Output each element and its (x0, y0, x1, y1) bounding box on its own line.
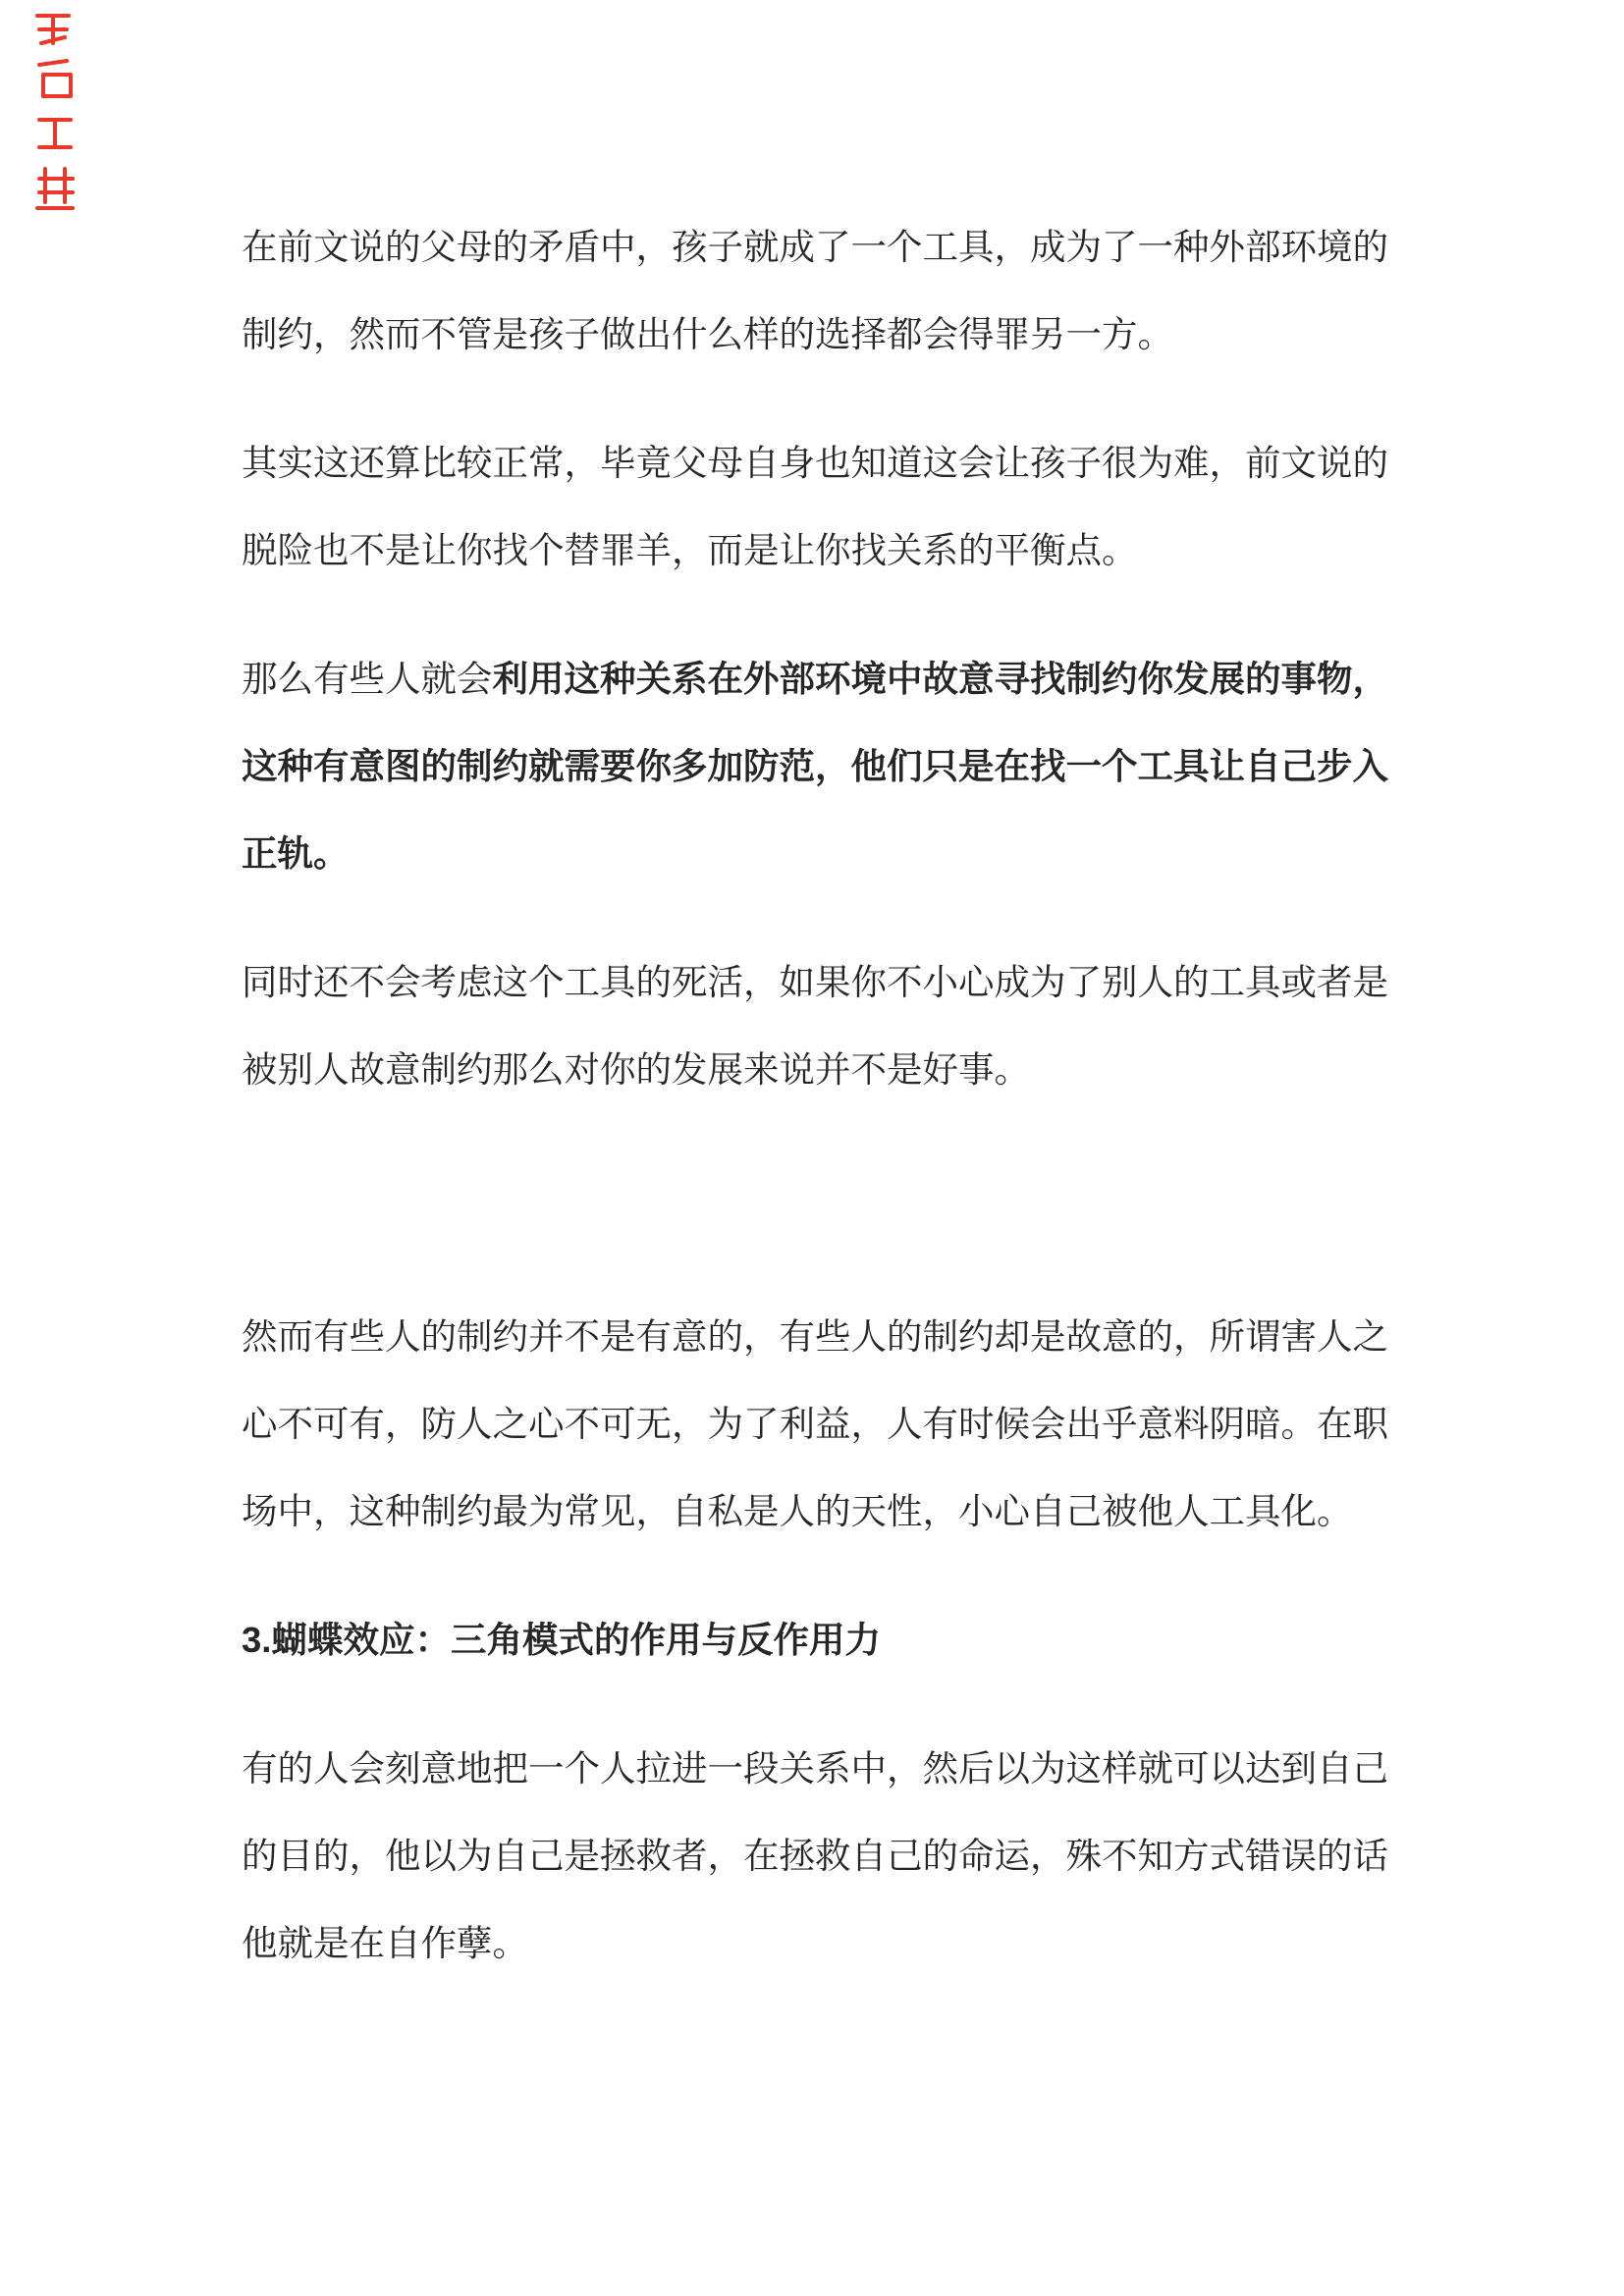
paragraph (242, 419, 1396, 594)
paragraph-line: 正轨。 (242, 833, 350, 874)
paragraph-line: 同时还不会考虑这个工具的死活，如果你不小心成为了别人的工具或者是 (242, 962, 1388, 1002)
paragraph-text-bold: 利用这种关系在外部环境中故意寻找制约你发展的事物， (492, 659, 1388, 699)
paragraph (242, 1725, 1396, 1987)
paragraph-emphasis (242, 635, 1396, 897)
paragraph-line: 脱险也不是让你找个替罪羊，而是让你找关系的平衡点。 (242, 530, 1138, 570)
paragraph (242, 1293, 1396, 1555)
document-body (242, 203, 1396, 2028)
paragraph-line: 然而有些人的制约并不是有意的，有些人的制约却是故意的，所谓害人之 (242, 1316, 1388, 1357)
paragraph-line: 场中，这种制约最为常见，自私是人的天性，小心自己被他人工具化。 (242, 1491, 1353, 1531)
paragraph-line: 他就是在自作孽。 (242, 1923, 528, 1963)
paragraph (242, 938, 1396, 1113)
paragraph-line: 被别人故意制约那么对你的发展来说并不是好事。 (242, 1049, 1030, 1090)
section-heading: 3.蝴蝶效应：三角模式的作用与反作用力 (242, 1620, 881, 1660)
paragraph-line (242, 635, 1396, 722)
paragraph-text-normal: 那么有些人就会 (242, 659, 493, 699)
paragraph (242, 203, 1396, 378)
paragraph-line: 其实这还算比较正常，毕竟父母自身也知道这会让孩子很为难，前文说的 (242, 443, 1388, 483)
paragraph-line: 在前文说的父母的矛盾中，孩子就成了一个工具，成为了一种外部环境的 (242, 227, 1388, 267)
paragraph-line: 心不可有，防人之心不可无，为了利益，人有时候会出乎意料阴暗。在职 (242, 1404, 1388, 1444)
red-margin-marks (33, 10, 77, 221)
paragraph-line: 的目的，他以为自己是拯救者，在拯救自己的命运，殊不知方式错误的话 (242, 1836, 1388, 1876)
paragraph-line: 有的人会刻意地把一个人拉进一段关系中，然后以为这样就可以达到自己 (242, 1748, 1388, 1789)
blank-gap (242, 1154, 1396, 1293)
paragraph-line: 制约，然而不管是孩子做出什么样的选择都会得罪另一方。 (242, 314, 1173, 354)
paragraph-line: 这种有意图的制约就需要你多加防范，他们只是在找一个工具让自己步入 (242, 746, 1388, 786)
